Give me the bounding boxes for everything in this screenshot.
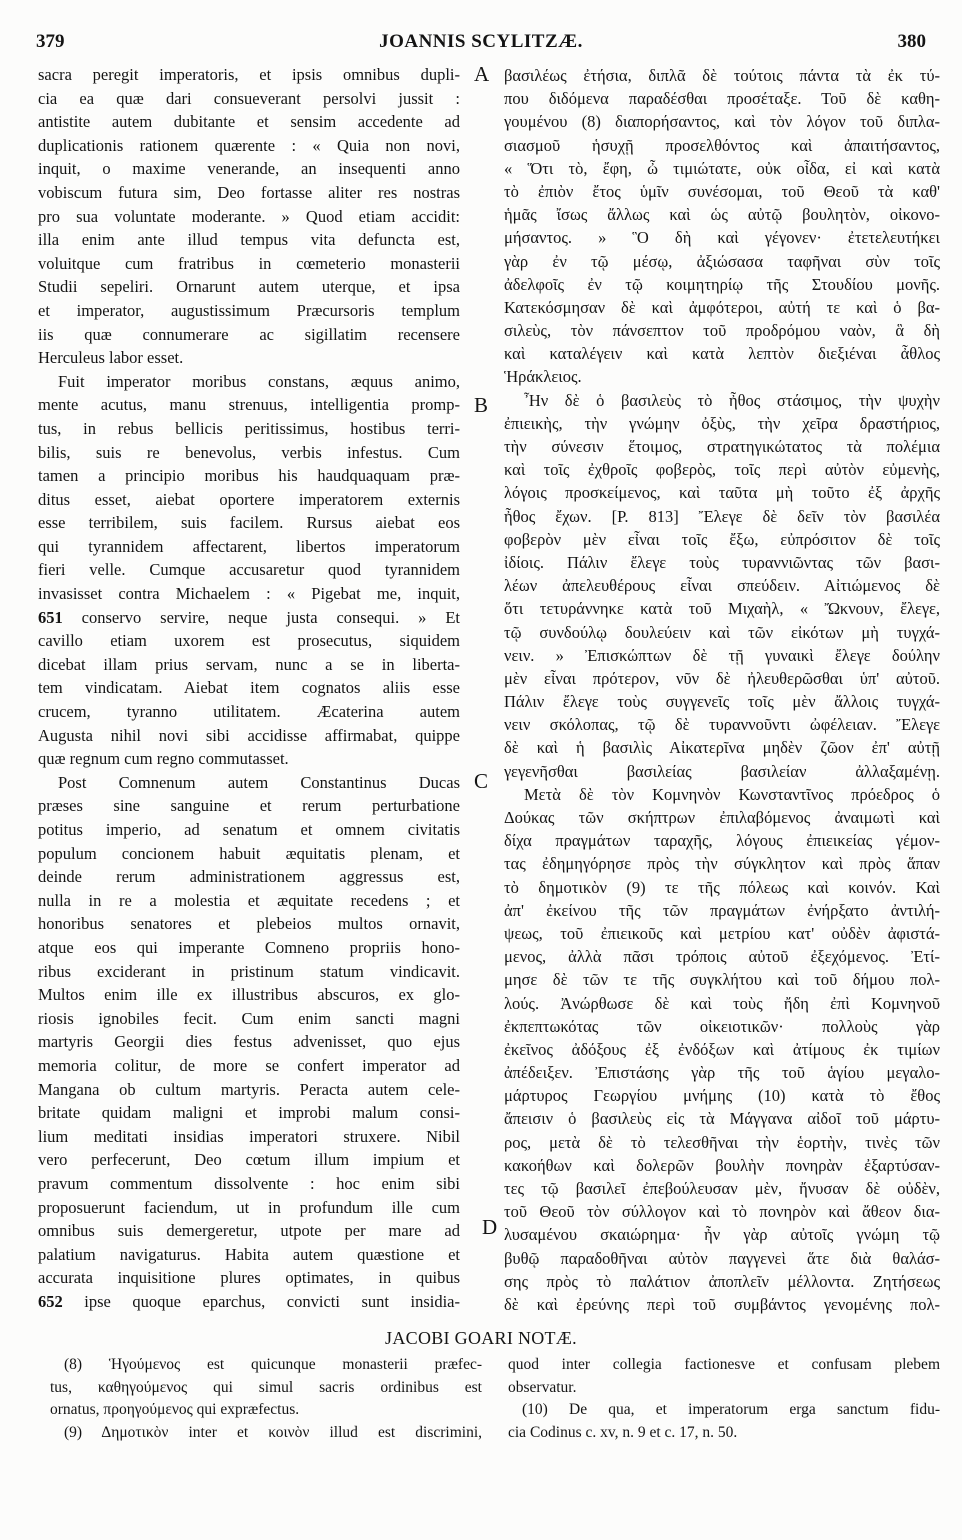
greek-text-line: ἄπεισιν ὁ βασιλεὺς εἰς τὰ Μάγγανα αἰδοῖ τοῦ μάρτυ-: [504, 1109, 940, 1129]
greek-text-line: μάρτυρος Γεωργίου μνήμης (10) κατὰ τὸ ἔθος: [504, 1086, 940, 1106]
latin-text-line: potitus imperio, ad senatum et omnem civitatis: [38, 820, 460, 839]
latin-text-line: omnibus suis demergeretur, utpote per mare ad: [38, 1221, 460, 1241]
section-marker-letter: A: [474, 62, 490, 86]
latin-text-line: quæ regnum cum regno commutasset.: [38, 749, 289, 769]
note-line: observatur.: [508, 1378, 577, 1396]
greek-text-line: ἐκεῖνος ἀδόξους ἐξ ἐνδόξων καὶ ἀτίμους ἐκ τιμίων: [504, 1039, 940, 1059]
greek-text-line: μησε δὲ τῶν τε τῆς συγκλήτου καὶ τοῦ δήμου πολ-: [504, 970, 940, 990]
latin-text-line: britate quidam maligni et improbi malum consi-: [38, 1103, 460, 1123]
section-marker-letter: B: [474, 393, 489, 417]
latin-text-line: deinde rerum administrationem aggressus est,: [38, 867, 460, 887]
latin-text-line: lium meditati insidias imperatori struxere. Nibil: [38, 1126, 460, 1146]
latin-text-line: invasisset contra Michaelem : « Pigebat me, inquit,: [38, 584, 460, 604]
latin-text-line: vero perfecerunt, Deo cœtum illum impium et: [38, 1150, 460, 1170]
greek-text-line: γεγενῆσθαι βασιλείας βασιλείαν ἀλλαξαμένῃ.: [504, 761, 940, 781]
greek-text-line: λέων ἀπελευθέρους εἶναι σπεύδειν. Αἰτιώμενος δὲ: [504, 576, 940, 596]
latin-text-line: honoribus senatores et plebeios multos ornavit,: [38, 914, 460, 934]
column-number: 652: [38, 1291, 63, 1311]
latin-text-line: Multos enim ille ex illustribus abscuros, ex glo-: [38, 985, 460, 1005]
note-line: (8) Ἡγούμενος est quicunque monasterii præfec-: [64, 1356, 482, 1373]
latin-text-line: iis quæ connumerare ac sigillatim recensere: [38, 324, 460, 344]
greek-text-line: ὅτι τετυράννηκε κατὰ τοῦ Μιχαὴλ, « Ὤκνουν, ἔλεγε,: [504, 599, 940, 619]
greek-text-line: κακοήθων καὶ δολερῶν βουλὴν πονηρὰν ἐξαρτύσαν-: [504, 1155, 940, 1175]
latin-text-line: illa enim ante illud tempus vita defuncta est,: [38, 230, 460, 250]
latin-text-line: crucem, tyranno utilitatem. Æcaterina autem: [38, 702, 460, 722]
page-number-right: 380: [897, 31, 926, 52]
latin-text-line: præses sine sanguine et rerum perturbatione: [38, 796, 460, 816]
greek-text-line: καὶ καταλέγειν καὶ κατὰ λεπτὸν διεξιέναι ἆθλος: [504, 344, 940, 364]
latin-text-line: cia ea quæ dari consueverant persolvi jussit :: [38, 88, 460, 108]
latin-text-line: tus, in rebus bellicis peritissimus, hostibus terri-: [38, 418, 460, 438]
note-line: (10) De qua, et imperatorum erga sanctum fidu-: [522, 1401, 940, 1419]
note-line: ornatus, προηγούμενος qui expræfectus.: [50, 1401, 300, 1419]
latin-text-line: 651 conservo servire, neque justa consequi. » Et: [38, 607, 460, 627]
latin-text-line: accurata inquisitione plures optimates, in quibus: [38, 1268, 460, 1288]
greek-text-line: ἰδίοις. Πάλιν ἔλεγε τοὺς τυραννιῶντας τῶν βασι-: [504, 552, 940, 572]
greek-text-line: σης πρὸς τὸ παλάτιον ἀποπλεῖν μέλλοντα. Ζητήσεως: [504, 1271, 940, 1291]
greek-text-line: βασιλέως ἐτήσια, διπλᾶ δὲ τούτοις πάντα τὰ ἐκ τύ-: [504, 66, 940, 85]
greek-text-line: Ἦν δὲ ὁ βασιλεὺς τὸ ἦθος στάσιμος, τὴν ψυχὴν: [524, 390, 940, 410]
latin-text-line: Mangana ob cultum martyris. Peracta autem cele-: [38, 1079, 460, 1099]
latin-text-line: bilis, suis re benevolus, verbis infestus. Cum: [38, 442, 460, 462]
latin-text-line: nulla in re a molestia et æquitate recedens ; et: [38, 890, 460, 910]
latin-text-line: riosis ignobiles fecit. Cum enim sancti magni: [38, 1008, 460, 1028]
latin-text-line: pravum commentum dissolvente : hoc enim sibi: [38, 1173, 460, 1193]
page-number-left: 379: [36, 31, 65, 52]
running-title: JOANNIS SCYLITZÆ.: [379, 31, 583, 52]
section-marker-letter: D: [482, 1215, 498, 1239]
greek-text-line: μὲν εἶναι πρότερον, νῦν δὲ ἠλευθερῶσθαι ὑπ' αὐτοῦ.: [504, 668, 940, 688]
latin-text-line: ditus esset, aiebat oportere imperatorem externis: [38, 489, 460, 509]
latin-text-line: martyris Georgii dies festus advenisset, quo ejus: [38, 1032, 460, 1052]
greek-text-line: Μετὰ δὲ τὸν Κομνηνὸν Κωνσταντῖνος πρόεδρος ὁ: [524, 784, 940, 804]
latin-text-line: 652 ipse quoque eparchus, convicti sunt insidia-: [38, 1291, 460, 1311]
latin-column: [38, 63, 460, 1313]
greek-text-line: ἐπιεικὴς, τὴν γνώμην ὀξὺς, τὴν χεῖρα δραστήριος,: [504, 413, 940, 433]
note-line: tus, καθηγούμενος qui simul sacris ordinibus est: [50, 1378, 482, 1396]
greek-text-line: Δούκας τῶν σκήπτρων ἐπιλαβόμενος ἀναιμωτὶ καὶ: [504, 808, 940, 827]
notes-right-column: [508, 1354, 940, 1444]
latin-text-line: inquit, o maxime venerande, an insequenti anno: [38, 159, 460, 179]
greek-text-line: σιλεὺς, τὸν πάνσεπτον τοῦ προδρόμου ναὸν, ἃ δὴ: [504, 321, 940, 341]
latin-text-line: atque eos qui imperante Comneno propriis hono-: [38, 937, 460, 957]
greek-text-line: τὸ δημοτικὸν (9) τε τῆς πόλεως καὶ κοινόν. Καὶ: [504, 877, 940, 897]
column-number: 651: [38, 607, 63, 627]
greek-text-line: ἦθος ἔχων. [P. 813] Ἔλεγε δὲ δεῖν τὸν βασιλέα: [504, 506, 940, 526]
greek-text-line: τῷ συνδούλῳ δουλεύειν καὶ τῶν εἰκότων μὴ τυγχά-: [504, 622, 940, 642]
latin-text-line: vobiscum futura sim, Deo fortasse aliter res nostras: [38, 182, 460, 202]
greek-text-line: μήσαντος. » Ὃ δὴ καὶ γέγονεν· ἐτετελευτήκει: [504, 228, 940, 248]
latin-text-line: sacra peregit imperatoris, et ipsis omnibus dupli-: [38, 65, 460, 84]
greek-text-line: νειν σκόλοπας, τῷ δὲ τυραννοῦντι ὠφέλειαν. Ἔλεγε: [504, 715, 940, 735]
greek-text-line: γουμένου (8) διαπορήσαντος, καὶ τὸν λόγον τοῦ διπλα-: [504, 112, 940, 132]
greek-text-line: δὲ καὶ ἐρεύνης περὶ τοῦ συμβάντος γενομένης πολ-: [504, 1294, 940, 1314]
greek-text-line: τοῦ Θεοῦ τὸν σύλλογον καὶ τὸ πονηρὸν καὶ ἄθεον δια-: [504, 1202, 940, 1222]
greek-text-line: Πάλιν ἔλεγε τοὺς συγγενεῖς τοῖς μὲν ἄλλοις τυγχά-: [504, 692, 940, 712]
greek-text-line: « Ὅτι τὸ, ἔφη, ὦ τιμιώτατε, οὐκ οἶδα, εἰ καὶ κατὰ: [504, 158, 940, 178]
greek-text-line: λόγοις προσκείμενος, καὶ ταῦτα μὴ τοῦτο ἐξ ἀρχῆς: [504, 483, 940, 503]
greek-text-line: που διδόμενα παραδέσθαι προσέταξε. Τοῦ δὲ καθη-: [504, 89, 940, 109]
greek-text-line: ἡμᾶς ἴσως ἄλλως καὶ ὡς αὐτῷ βουλητὸν, οἰκονο-: [504, 205, 940, 225]
greek-text-line: μενος, ἀλλὰ πᾶσι τρόποις αὐτοῦ ἐξεχόμενος. Ἐτί-: [504, 947, 940, 967]
latin-text-line: tamen a principio moribus his haudquaquam præ-: [38, 466, 460, 486]
greek-text-line: καὶ τοῖς ἐχθροῖς φοβερὸς, τοῖς περὶ αὐτὸν εὐμενὴς,: [504, 460, 940, 480]
latin-text-line: palatium navigaturus. Habita autem quæstione et: [38, 1244, 460, 1264]
greek-text-line: δίχα πραγμάτων ταραχῆς, λόγους ἐπιεικείας γέμον-: [504, 831, 940, 851]
notes-left-column: [50, 1354, 482, 1444]
latin-text-line: populum concionem habuit æquitatis plenam, et: [38, 843, 460, 863]
greek-text-line: γὰρ ἐν τῷ μέσῳ, ἀξιώσασα ταφῆναι σὺν τοῖς: [504, 251, 940, 271]
greek-text-line: Κατεκόσμησαν δὲ καὶ ἀμφότεροι, αὐτή τε καὶ ὁ βα-: [504, 297, 940, 317]
section-marker-letter: C: [474, 769, 489, 793]
latin-text-line: Studii sepeliri. Ornarunt autem uterque, et ipsa: [38, 277, 460, 297]
latin-text-line: qui tyrannidem affectarent, libertos imperatorum: [38, 536, 460, 556]
greek-text-line: ἀδελφοῖς ἐν τῷ κοιμητηρίῳ τῆς Στουδίου μονῆς.: [504, 274, 940, 294]
latin-text-line: duplicationis rationem quærente : « Quia non novi,: [38, 135, 460, 155]
greek-text-line: τὴν σύνεσιν ἕτοιμος, στρατηγικώτατος τὰ πολέμια: [504, 437, 940, 456]
greek-text-line: τες τῷ βασιλεῖ ἐπεβούλευσαν μὲν, ἤνυσαν δὲ οὐδὲν,: [504, 1179, 940, 1198]
latin-text-line: Augusta nihil novi sibi accidisse affirmabat, quippe: [38, 725, 460, 745]
greek-text-line: λούς. Ἀνώρθωσε δὲ καὶ τοὺς ἤδη ἐπὶ Κομνηνοῦ: [504, 993, 940, 1013]
running-header: [36, 31, 926, 57]
greek-text-line: ρος, μετὰ δὲ τὸ τελεσθῆναι τὴν ἑορτὴν, τινὲς τῶν: [504, 1132, 940, 1152]
notes-heading: JACOBI GOARI NOTÆ.: [385, 1328, 577, 1348]
greek-column: [504, 64, 940, 1316]
note-line: cia Codinus c. xv, n. 9 et c. 17, n. 50.: [508, 1423, 738, 1441]
latin-text-line: Post Comnenum autem Constantinus Ducas: [58, 772, 460, 792]
greek-text-line: ἐκπεπτωκότας τῶν οἰκειοτικῶν· πολλοὺς γὰρ: [504, 1016, 940, 1036]
greek-text-line: νειν. » Ἐπισκώπτων δὲ τῇ γυναικὶ ἔλεγε δούλην: [504, 645, 940, 665]
latin-text-line: mente acutus, manu strenuus, intelligentia promp-: [38, 395, 460, 415]
greek-text-line: σιασμοῦ ἡσυχῇ προσελθόντος καὶ ἀπαιτήσαντος,: [504, 135, 940, 155]
greek-text-line: βυθῷ παραδοθῆναι αὐτὸν παγγενεὶ ἅτε διὰ θαλάσ-: [504, 1248, 940, 1268]
greek-text-line: φοβερὸν μὲν εἶναι τοῖς ἔξω, εὐπρόσιτον δὲ τοῖς: [504, 529, 940, 549]
latin-text-line: proposuerunt faciendum, ut in profundum ille cum: [38, 1197, 460, 1217]
latin-text-line: esse terribilem, suis facilem. Rursus aiebat eos: [38, 513, 460, 533]
latin-text-line: dicebat illam prius servam, nunc a se in liberta-: [38, 654, 460, 674]
greek-text-line: ἀπέδειξεν. Ἐπιστάσης γὰρ τῆς τοῦ ἁγίου μεγαλο-: [504, 1063, 940, 1083]
latin-text-line: voluitque cum fratribus in cœmeterio monasterii: [38, 253, 460, 273]
note-line: quod inter collegia factionesve et confusam plebem: [508, 1356, 940, 1373]
latin-text-line: antistite autem dubitante et sensim accedente ad: [38, 112, 460, 132]
latin-text-line: ribus exciderant in pristinum statum vindicavit.: [38, 961, 460, 981]
latin-text-line: pro sua voluntate moderante. » Quod etiam accidit:: [38, 206, 460, 226]
greek-text-line: τὸ ἐπιὸν ἔτος ὑμῖν συνέσομαι, τοῦ Θεοῦ τὰ καθ': [504, 181, 940, 201]
latin-text-line: Fuit imperator moribus constans, æquus animo,: [58, 371, 460, 391]
latin-text-line: cavillo etiam uxorem est prosecutus, siquidem: [38, 631, 460, 651]
latin-text-line: fieri velle. Cumque accusaretur quod tyrannidem: [38, 560, 460, 580]
latin-text-line: et imperator, augustissimum Præcursoris templum: [38, 300, 460, 320]
note-line: (9) Δημοτικὸν inter et κοινὸν illud est discrimini,: [64, 1423, 482, 1441]
latin-text-line: Herculeus labor esset.: [38, 348, 184, 368]
greek-text-line: λυσαμένου σκαιώρημα· ἦν γὰρ αὐτοῖς γνώμη τῷ: [504, 1225, 940, 1245]
latin-text-line: tem vindicatam. Aiebat item cognatos aliis esse: [38, 678, 460, 698]
greek-text-line: ψεως, τοῦ ἐπιεικοῦς καὶ μετρίου κατ' οὐδὲν ἀφιστά-: [504, 923, 940, 943]
greek-text-line: ἀπ' ἐκείνου τῆς τῶν πραγμάτων ἐνήρξατο ἀντιλή-: [504, 900, 940, 920]
greek-text-line: τας ἐδημηγόρησε πρὸς τὴν σύγκλητον καὶ πρὸς ἅπαν: [504, 854, 940, 874]
greek-text-line: Ἡράκλειος.: [504, 367, 582, 387]
latin-text-line: memoria colitur, de more se confert imperator ad: [38, 1055, 460, 1075]
greek-text-line: δὲ καὶ ἡ βασιλὶς Αἰκατερῖνα μηδὲν ζῶον ἐπ' αὐτῇ: [504, 738, 940, 758]
